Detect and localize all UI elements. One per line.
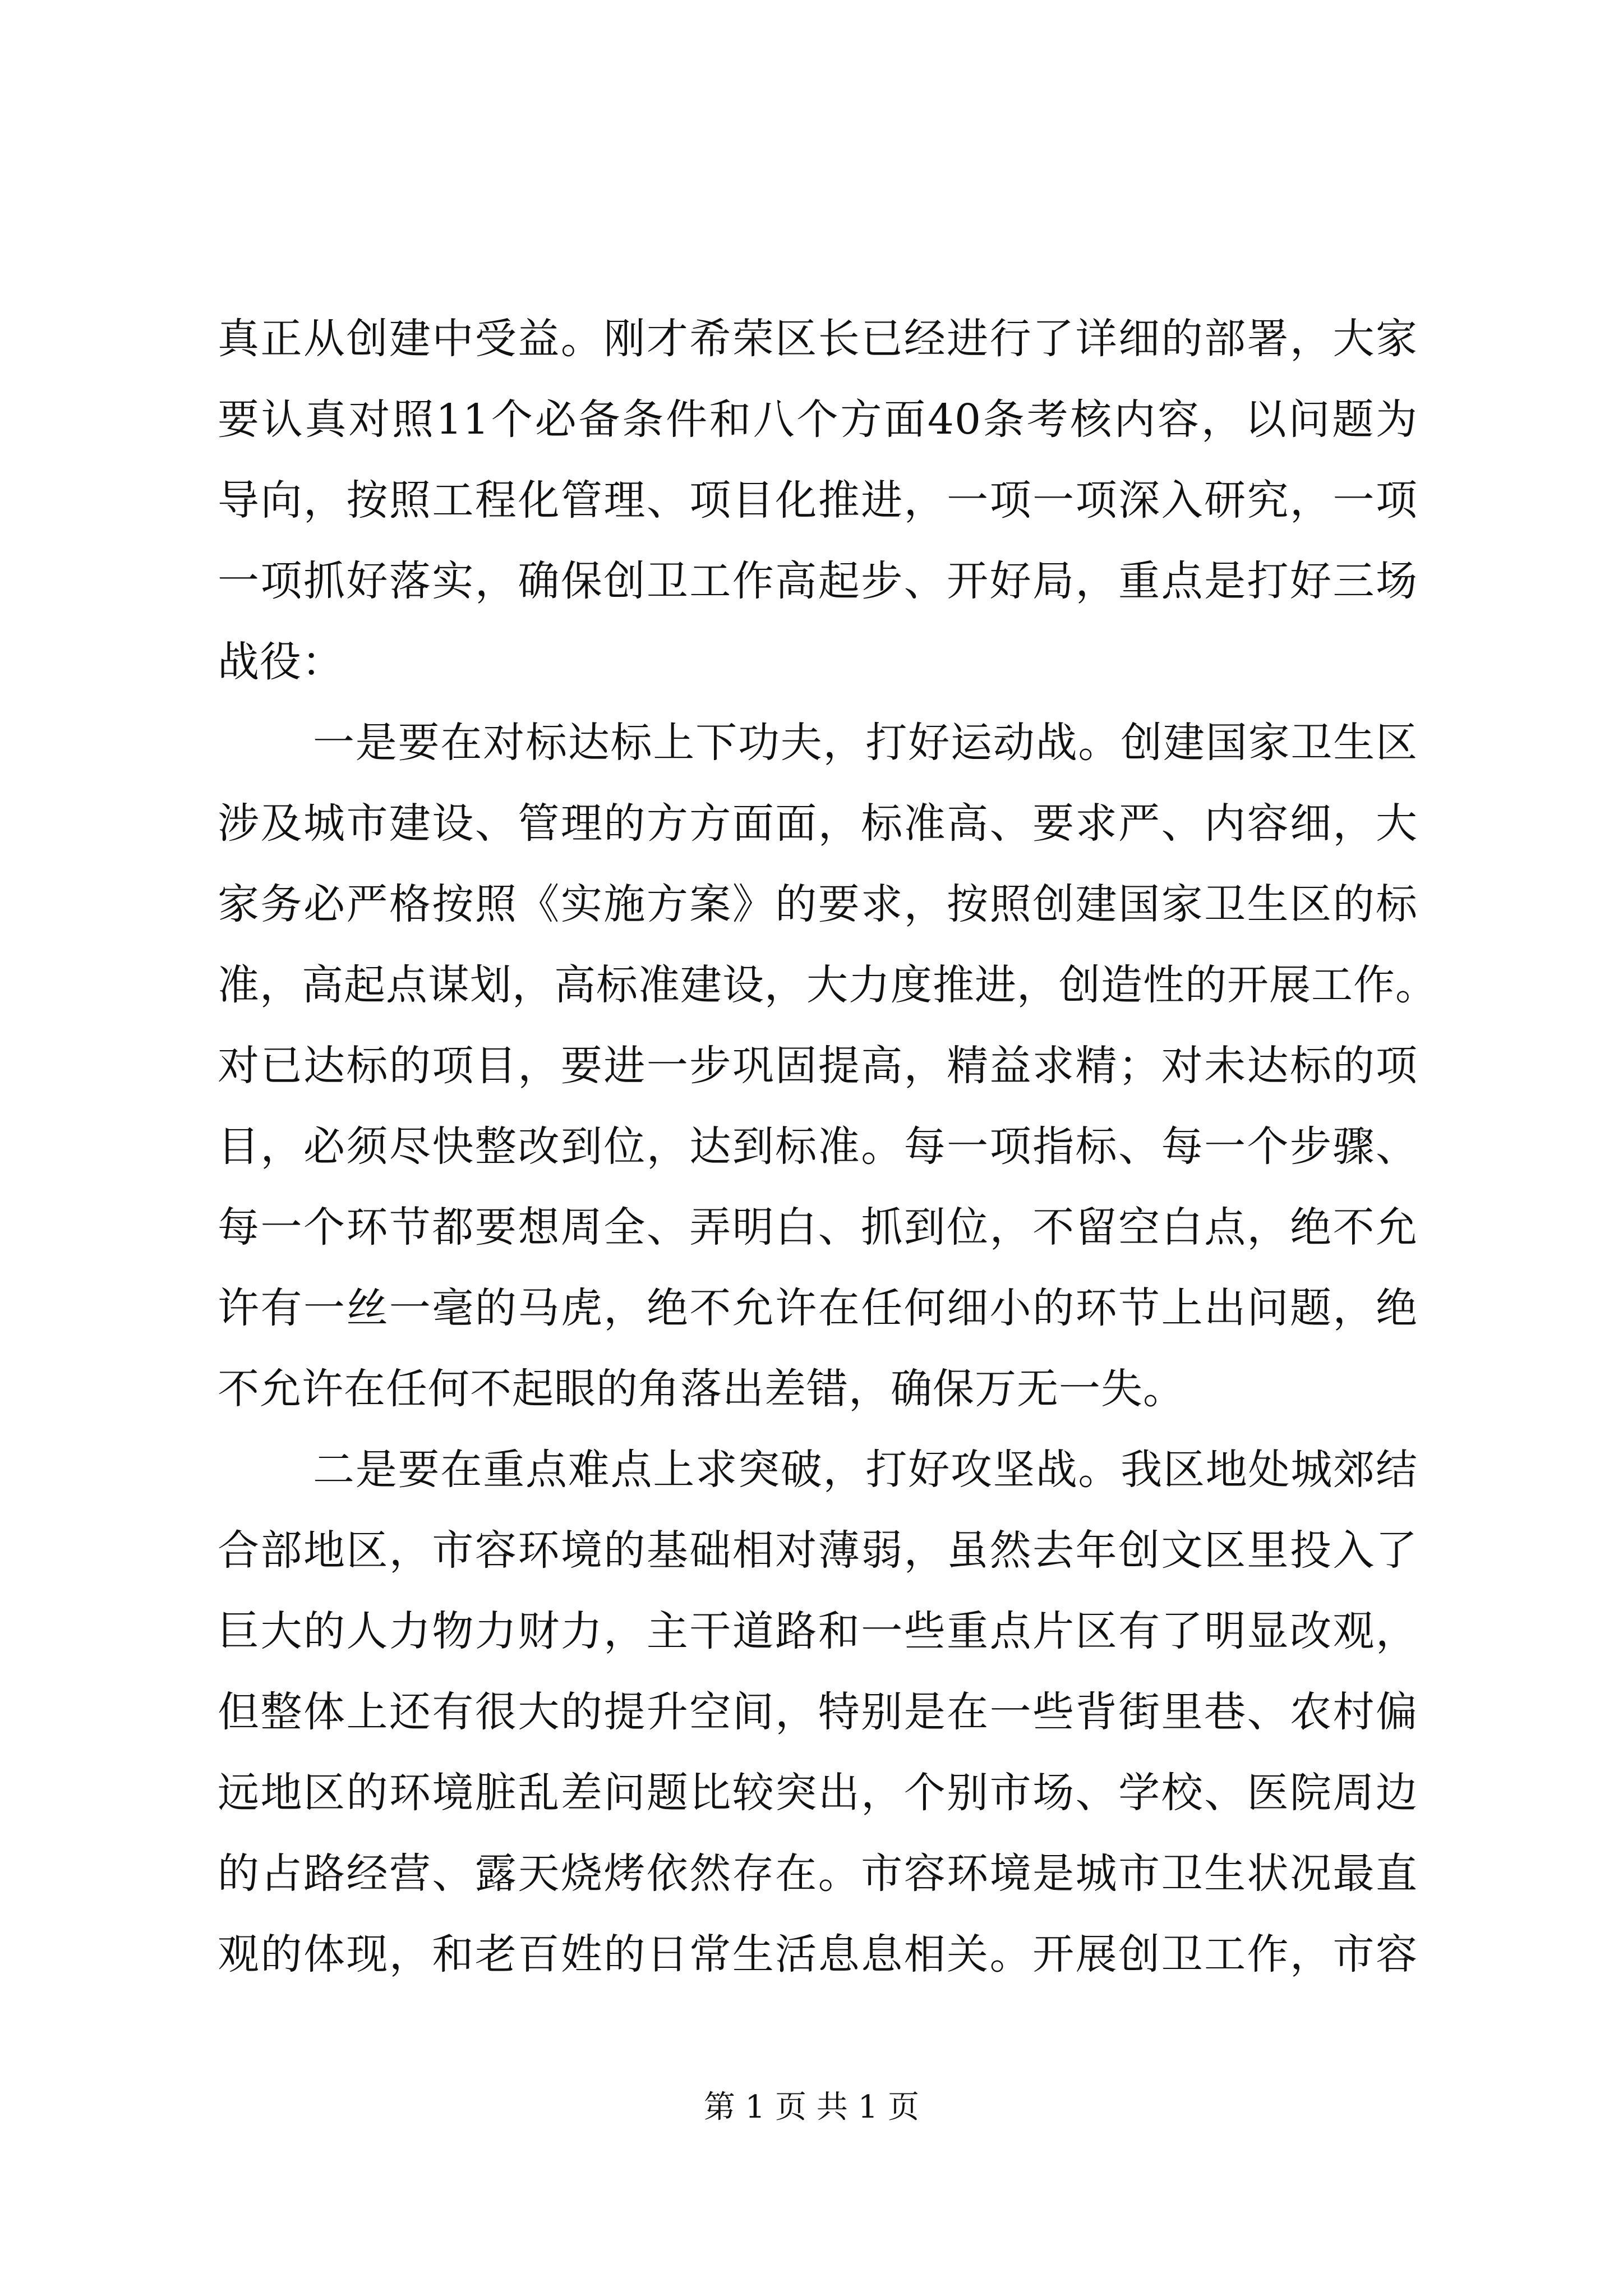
text-line: 每一个环节都要想周全、弄明白、抓到位，不留空白点，绝不允 [218,1203,1418,1251]
paragraph-first-line: 一是要在对标达标上下功夫，打好运动战。创建国家卫生区 [313,719,1418,767]
text-line: 合部地区，市容环境的基础相对薄弱，虽然去年创文区里投入了 [218,1526,1418,1575]
document-body [218,298,1437,1995]
text-line: 不允许在任何不起眼的角落出差错，确保万无一失。 [218,1365,1185,1413]
text-line: 但整体上还有很大的提升空间，特别是在一些背街里巷、农村偏 [218,1688,1418,1736]
text-line: 战役： [218,638,344,686]
text-line: 的占路经营、露天烧烤依然存在。市容环境是城市卫生状况最直 [218,1849,1418,1898]
text-line: 准，高起点谋划，高标准建设，大力度推进，创造性的开展工作。 [218,961,1437,1009]
text-line: 导向，按照工程化管理、项目化推进，一项一项深入研究，一项 [218,476,1418,524]
page-number-footer: 第 1 页 共 1 页 [703,2089,920,2125]
text-line: 巨大的人力物力财力，主干道路和一些重点片区有了明显改观， [218,1607,1418,1655]
text-line: 许有一丝一毫的马虎，绝不允许在任何细小的环节上出问题，绝 [218,1284,1418,1332]
text-line: 涉及城市建设、管理的方方面面，标准高、要求严、内容细，大 [218,799,1418,848]
text-line: 真正从创建中受益。刚才希荣区长已经进行了详细的部署，大家 [218,315,1418,363]
text-line: 一项抓好落实，确保创卫工作高起步、开好局，重点是打好三场 [218,557,1418,605]
paragraph-first-line: 二是要在重点难点上求突破，打好攻坚战。我区地处城郊结 [313,1446,1418,1494]
text-line: 目，必须尽快整改到位，达到标准。每一项指标、每一个步骤、 [218,1122,1418,1171]
text-line: 对已达标的项目，要进一步巩固提高，精益求精；对未达标的项 [218,1042,1418,1090]
text-line: 观的体现，和老百姓的日常生活息息相关。开展创卫工作，市容 [218,1930,1418,1978]
text-line: 要认真对照11个必备条件和八个方面40条考核内容，以问题为 [218,395,1418,444]
text-line: 远地区的环境脏乱差问题比较突出，个别市场、学校、医院周边 [218,1769,1418,1817]
text-line: 家务必严格按照《实施方案》的要求，按照创建国家卫生区的标 [218,880,1418,928]
